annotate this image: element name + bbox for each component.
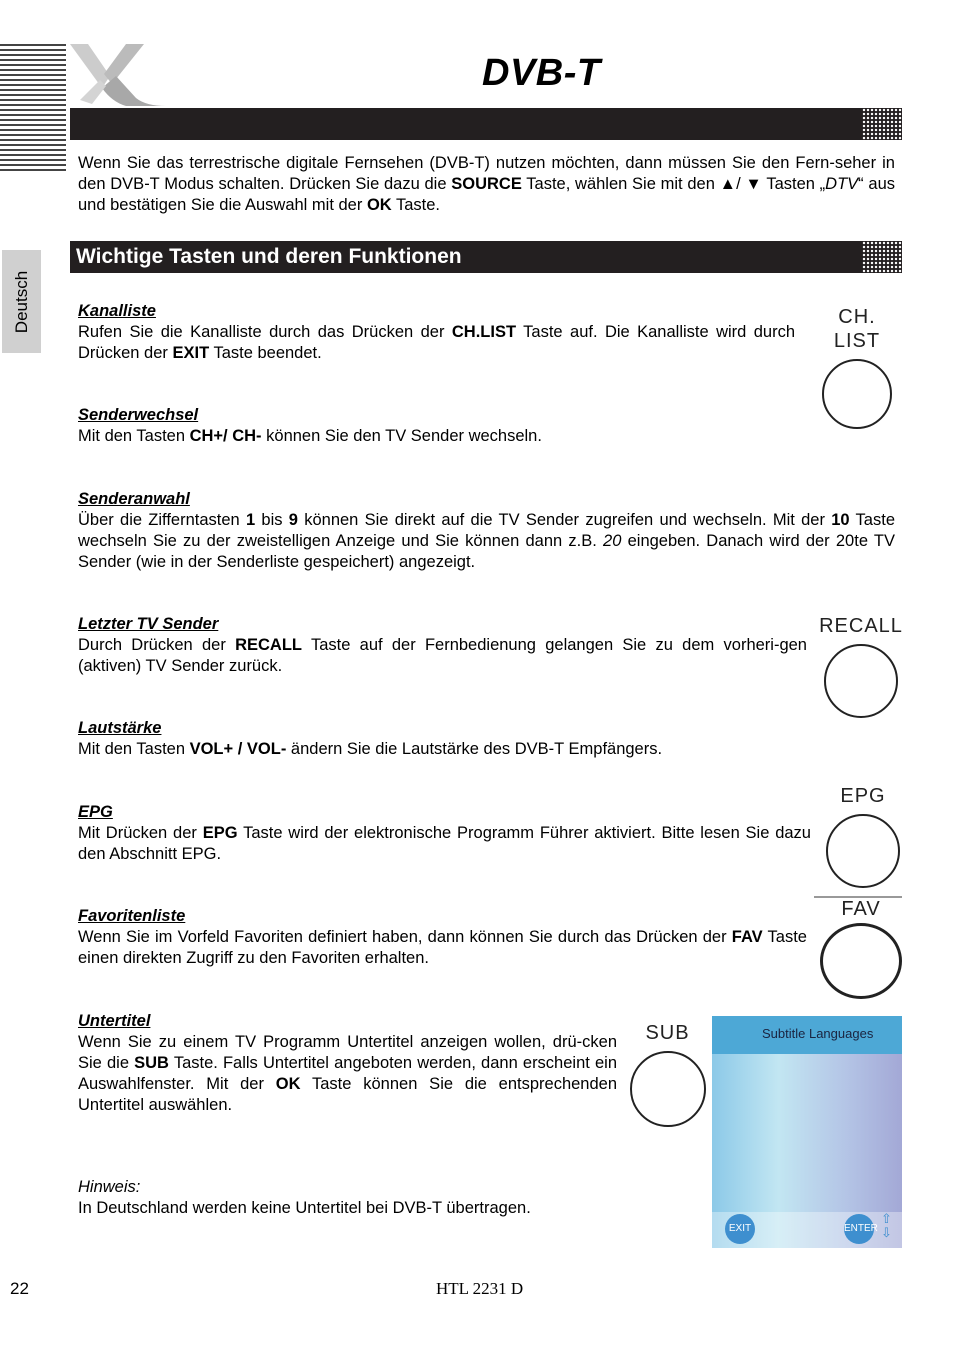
kanalliste-heading: Kanalliste xyxy=(78,302,156,320)
fav-button-figure xyxy=(816,897,906,999)
favoritenliste-heading: Favoritenliste xyxy=(78,907,186,925)
intro-paragraph: Wenn Sie das terrestrische digitale Fernsehen (DVB-T) nutzen möchten, dann müssen Sie den Fern-seher in den DVB-T Modus schalten. Drücken Sie dazu die SOURCE Taste, wählen Sie mit den ▲/ ▼ Tasten „DTV“ aus und bestätigen Sie die Auswahl mit der OK Taste. xyxy=(78,154,896,214)
subtitle-languages-panel xyxy=(712,1016,902,1248)
section-hinweis xyxy=(78,1177,678,1219)
dot-pattern xyxy=(862,108,902,140)
fav-circle-icon xyxy=(820,923,902,999)
hinweis-text: In Deutschland werden keine Untertitel bei DVB-T übertragen. xyxy=(78,1199,531,1217)
fav-label: FAV xyxy=(841,898,881,920)
recall-circle-icon xyxy=(824,644,898,718)
sub-circle-icon xyxy=(630,1051,706,1127)
model-name: HTL 2231 D xyxy=(436,1279,524,1298)
enter-button[interactable]: ENTER xyxy=(844,1214,874,1244)
section-senderanwahl xyxy=(78,489,895,573)
hinweis-label: Hinweis: xyxy=(78,1178,141,1196)
dot-pattern xyxy=(862,241,902,273)
letzter-text: Durch Drücken der RECALL Taste auf der Fernbedienung gelangen Sie zu dem vorheri-gen (aktiven) TV Sender zurück. xyxy=(78,636,807,675)
section-lautstaerke xyxy=(78,718,895,760)
epg-heading: EPG xyxy=(78,803,113,821)
page-number: 22 xyxy=(10,1279,29,1298)
chlist-label: CH. LIST xyxy=(833,306,881,352)
lautstaerke-text: Mit den Tasten VOL+ / VOL- ändern Sie die Lautstärke des DVB-T Empfängers. xyxy=(78,740,663,758)
panel-title: Subtitle Languages xyxy=(762,1026,874,1041)
section-favoritenliste xyxy=(78,906,807,969)
exit-button[interactable]: EXIT xyxy=(725,1214,755,1244)
section-epg xyxy=(78,802,811,865)
lautstaerke-heading: Lautstärke xyxy=(78,719,162,737)
page-title: DVB-T xyxy=(482,52,601,94)
senderanwahl-text: Über die Zifferntasten 1 bis 9 können Sie direkt auf die TV Sender zugreifen und wechseln. Mit der 10 Taste wechseln Sie zu der zweistelligen Anzeige und Sie können dann z.B. 20 eingeben. Danach wird der 20te TV Sender (wie in der Senderliste gespeichert) angezeigt. xyxy=(78,511,895,571)
brand-logo xyxy=(66,40,170,110)
language-tab: Deutsch xyxy=(2,250,41,353)
title-bar xyxy=(70,108,902,140)
senderwechsel-text: Mit den Tasten CH+/ CH- können Sie den TV Sender wechseln. xyxy=(78,427,542,445)
favoritenliste-text: Wenn Sie im Vorfeld Favoriten definiert haben, dann können Sie durch das Drücken der FAV Taste einen direkten Zugriff zu den Favoriten erhalten. xyxy=(78,928,807,967)
senderanwahl-heading: Senderanwahl xyxy=(78,490,190,508)
untertitel-heading: Untertitel xyxy=(78,1012,151,1030)
epg-label: EPG xyxy=(840,785,886,807)
recall-label: RECALL xyxy=(819,615,903,637)
letzter-heading: Letzter TV Sender xyxy=(78,615,219,633)
header-stripes xyxy=(0,44,66,172)
kanalliste-text: Rufen Sie die Kanalliste durch das Drücken der CH.LIST Taste auf. Die Kanalliste wird durch Drücken der EXIT Taste beendet. xyxy=(78,323,796,362)
sub-button-figure xyxy=(625,1021,710,1127)
section-heading: Wichtige Tasten und deren Funktionen xyxy=(76,245,462,268)
section-kanalliste xyxy=(78,301,795,364)
untertitel-text: Wenn Sie zu einem TV Programm Untertitel anzeigen wollen, drü-cken Sie die SUB Taste. Falls Untertitel angeboten werden, dann erscheint ein Auswahlfenster. Mit der OK Taste können Sie die entsprechenden Untertitel auswählen. xyxy=(78,1033,618,1114)
section-heading-bar xyxy=(70,241,902,273)
sub-label: SUB xyxy=(645,1022,690,1044)
section-senderwechsel xyxy=(78,405,895,447)
recall-button-figure xyxy=(816,614,906,718)
epg-button-figure xyxy=(818,784,908,888)
up-down-arrows-icon: ⇧ ⇩ xyxy=(881,1211,892,1240)
epg-circle-icon xyxy=(826,814,900,888)
senderwechsel-heading: Senderwechsel xyxy=(78,406,199,424)
section-untertitel xyxy=(78,1011,617,1116)
section-letzter-tv-sender xyxy=(78,614,807,677)
epg-text: Mit Drücken der EPG Taste wird der elektronische Programm Führer aktiviert. Bitte lesen Sie dazu den Abschnitt EPG. xyxy=(78,824,811,863)
